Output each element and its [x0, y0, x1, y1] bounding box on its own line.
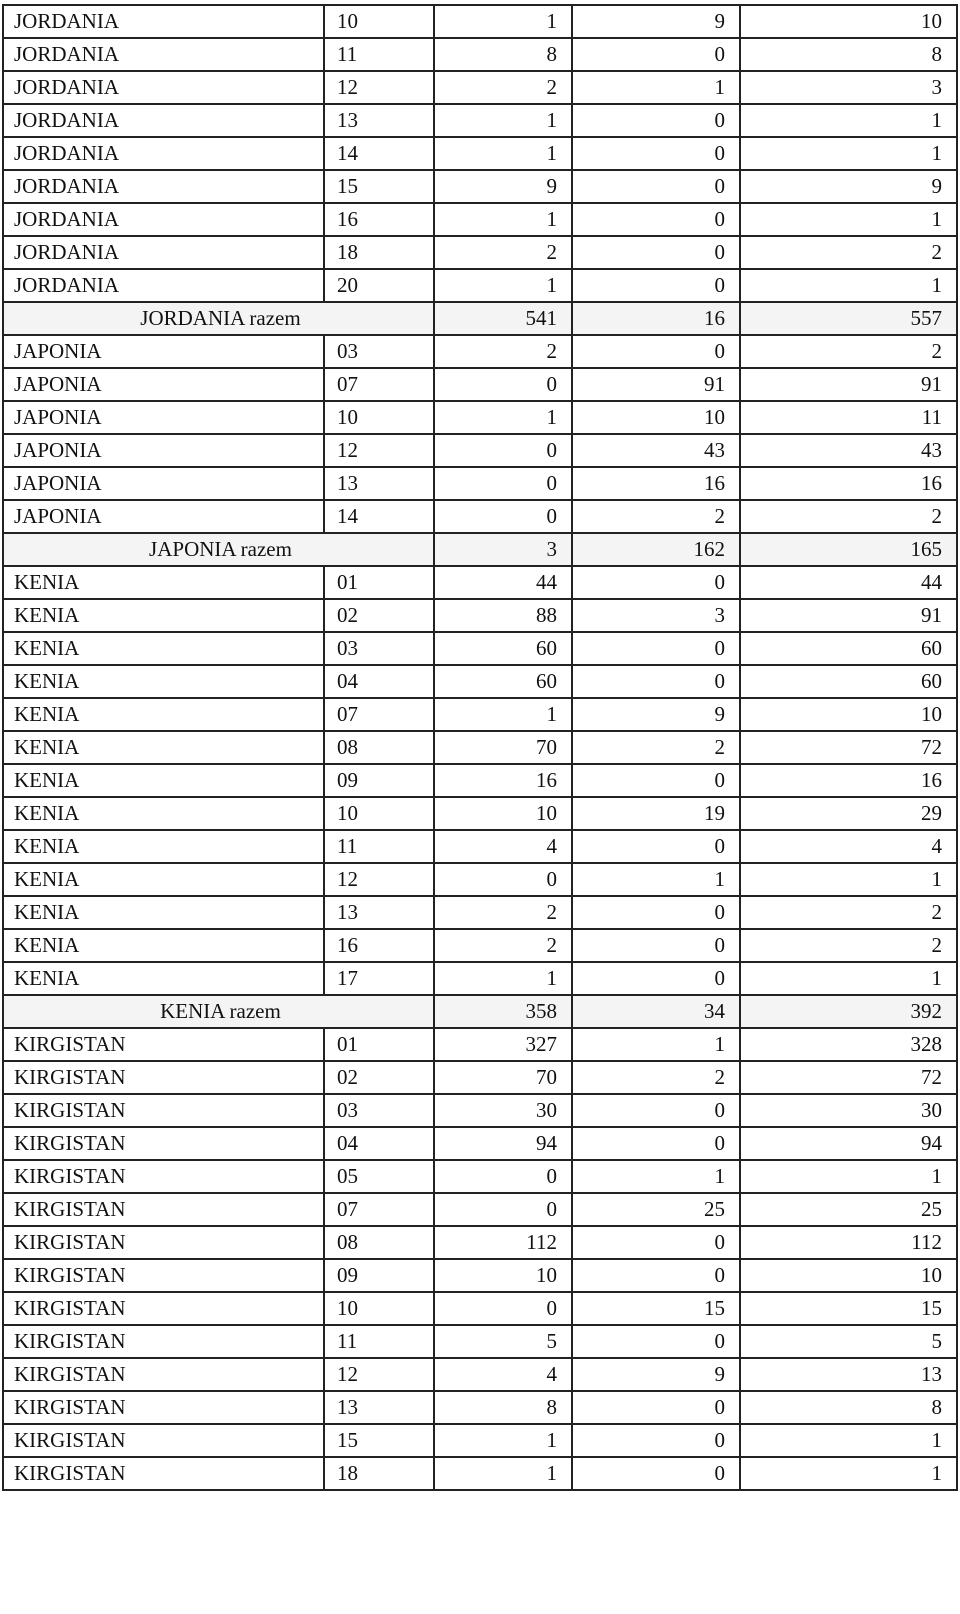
value-a-cell: 94: [434, 1127, 572, 1160]
value-a-cell: 1: [434, 962, 572, 995]
country-cell: KENIA: [3, 896, 324, 929]
table-row: [3, 929, 957, 962]
country-cell: KIRGISTAN: [3, 1391, 324, 1424]
value-b-cell: 9: [572, 1358, 740, 1391]
table-row: [3, 1061, 957, 1094]
row-total-cell: 1: [740, 962, 957, 995]
country-cell: JORDANIA: [3, 104, 324, 137]
table-row: [3, 599, 957, 632]
table-total-row: [3, 302, 957, 335]
row-total-cell: 1: [740, 203, 957, 236]
value-a-cell: 44: [434, 566, 572, 599]
value-a-cell: 0: [434, 1160, 572, 1193]
value-b-cell: 0: [572, 269, 740, 302]
row-total-cell: 165: [740, 533, 957, 566]
code-cell: 18: [324, 1457, 434, 1490]
row-total-cell: 15: [740, 1292, 957, 1325]
row-total-cell: 5: [740, 1325, 957, 1358]
country-cell: JORDANIA: [3, 71, 324, 104]
total-label-cell: JORDANIA razem: [3, 302, 434, 335]
country-cell: JAPONIA: [3, 467, 324, 500]
table-row: [3, 731, 957, 764]
statistics-table-container: [2, 4, 956, 1491]
table-row: [3, 170, 957, 203]
country-cell: KENIA: [3, 830, 324, 863]
table-row: [3, 566, 957, 599]
table-row: [3, 5, 957, 38]
row-total-cell: 2: [740, 335, 957, 368]
total-label-cell: JAPONIA razem: [3, 533, 434, 566]
row-total-cell: 11: [740, 401, 957, 434]
value-a-cell: 9: [434, 170, 572, 203]
row-total-cell: 2: [740, 500, 957, 533]
code-cell: 11: [324, 38, 434, 71]
value-b-cell: 0: [572, 764, 740, 797]
country-cell: KIRGISTAN: [3, 1160, 324, 1193]
code-cell: 09: [324, 1259, 434, 1292]
country-cell: KIRGISTAN: [3, 1424, 324, 1457]
country-cell: KIRGISTAN: [3, 1127, 324, 1160]
code-cell: 10: [324, 5, 434, 38]
row-total-cell: 25: [740, 1193, 957, 1226]
value-b-cell: 0: [572, 665, 740, 698]
value-a-cell: 4: [434, 1358, 572, 1391]
country-cell: KENIA: [3, 698, 324, 731]
country-cell: JAPONIA: [3, 500, 324, 533]
row-total-cell: 1: [740, 1457, 957, 1490]
country-cell: KENIA: [3, 962, 324, 995]
row-total-cell: 44: [740, 566, 957, 599]
country-cell: JORDANIA: [3, 137, 324, 170]
row-total-cell: 29: [740, 797, 957, 830]
country-cell: JORDANIA: [3, 38, 324, 71]
value-a-cell: 70: [434, 1061, 572, 1094]
table-row: [3, 38, 957, 71]
code-cell: 03: [324, 1094, 434, 1127]
country-cell: KIRGISTAN: [3, 1259, 324, 1292]
row-total-cell: 2: [740, 896, 957, 929]
table-row: [3, 269, 957, 302]
country-cell: KENIA: [3, 566, 324, 599]
value-b-cell: 0: [572, 335, 740, 368]
code-cell: 16: [324, 203, 434, 236]
value-b-cell: 91: [572, 368, 740, 401]
table-row: [3, 434, 957, 467]
value-a-cell: 1: [434, 1457, 572, 1490]
value-b-cell: 1: [572, 1160, 740, 1193]
code-cell: 09: [324, 764, 434, 797]
code-cell: 12: [324, 434, 434, 467]
value-b-cell: 0: [572, 170, 740, 203]
value-a-cell: 1: [434, 104, 572, 137]
value-a-cell: 88: [434, 599, 572, 632]
country-cell: KENIA: [3, 599, 324, 632]
row-total-cell: 10: [740, 1259, 957, 1292]
table-row: [3, 1160, 957, 1193]
country-cell: JORDANIA: [3, 203, 324, 236]
code-cell: 03: [324, 335, 434, 368]
row-total-cell: 10: [740, 698, 957, 731]
value-a-cell: 4: [434, 830, 572, 863]
value-b-cell: 3: [572, 599, 740, 632]
code-cell: 08: [324, 731, 434, 764]
row-total-cell: 1: [740, 1424, 957, 1457]
total-label-cell: KENIA razem: [3, 995, 434, 1028]
value-a-cell: 1: [434, 269, 572, 302]
country-cell: KENIA: [3, 797, 324, 830]
table-row: [3, 137, 957, 170]
value-b-cell: 0: [572, 203, 740, 236]
row-total-cell: 1: [740, 137, 957, 170]
table-row: [3, 1325, 957, 1358]
value-a-cell: 2: [434, 236, 572, 269]
value-a-cell: 8: [434, 1391, 572, 1424]
value-b-cell: 0: [572, 962, 740, 995]
code-cell: 02: [324, 1061, 434, 1094]
value-b-cell: 0: [572, 1391, 740, 1424]
table-row: [3, 698, 957, 731]
code-cell: 13: [324, 104, 434, 137]
row-total-cell: 72: [740, 731, 957, 764]
value-a-cell: 1: [434, 203, 572, 236]
country-cell: KIRGISTAN: [3, 1292, 324, 1325]
country-cell: KENIA: [3, 632, 324, 665]
country-cell: KIRGISTAN: [3, 1457, 324, 1490]
value-a-cell: 2: [434, 335, 572, 368]
value-b-cell: 0: [572, 1094, 740, 1127]
country-cell: JORDANIA: [3, 269, 324, 302]
table-row: [3, 962, 957, 995]
value-a-cell: 1: [434, 1424, 572, 1457]
country-cell: KIRGISTAN: [3, 1193, 324, 1226]
value-b-cell: 0: [572, 1457, 740, 1490]
value-a-cell: 2: [434, 896, 572, 929]
code-cell: 13: [324, 1391, 434, 1424]
code-cell: 01: [324, 566, 434, 599]
row-total-cell: 60: [740, 665, 957, 698]
value-a-cell: 60: [434, 665, 572, 698]
table-row: [3, 401, 957, 434]
code-cell: 15: [324, 1424, 434, 1457]
row-total-cell: 30: [740, 1094, 957, 1127]
country-cell: KENIA: [3, 929, 324, 962]
value-b-cell: 0: [572, 830, 740, 863]
table-row: [3, 632, 957, 665]
table-row: [3, 1358, 957, 1391]
row-total-cell: 60: [740, 632, 957, 665]
table-row: [3, 863, 957, 896]
code-cell: 10: [324, 797, 434, 830]
row-total-cell: 3: [740, 71, 957, 104]
table-row: [3, 104, 957, 137]
value-a-cell: 358: [434, 995, 572, 1028]
code-cell: 07: [324, 368, 434, 401]
value-a-cell: 0: [434, 467, 572, 500]
code-cell: 18: [324, 236, 434, 269]
code-cell: 01: [324, 1028, 434, 1061]
row-total-cell: 392: [740, 995, 957, 1028]
table-row: [3, 1292, 957, 1325]
code-cell: 10: [324, 401, 434, 434]
code-cell: 08: [324, 1226, 434, 1259]
code-cell: 02: [324, 599, 434, 632]
value-a-cell: 0: [434, 1193, 572, 1226]
code-cell: 16: [324, 929, 434, 962]
table-body: [3, 5, 957, 1490]
row-total-cell: 4: [740, 830, 957, 863]
row-total-cell: 557: [740, 302, 957, 335]
row-total-cell: 112: [740, 1226, 957, 1259]
code-cell: 12: [324, 1358, 434, 1391]
value-b-cell: 9: [572, 698, 740, 731]
country-cell: KIRGISTAN: [3, 1358, 324, 1391]
value-a-cell: 10: [434, 797, 572, 830]
value-a-cell: 16: [434, 764, 572, 797]
value-b-cell: 2: [572, 500, 740, 533]
value-b-cell: 34: [572, 995, 740, 1028]
code-cell: 05: [324, 1160, 434, 1193]
value-b-cell: 43: [572, 434, 740, 467]
row-total-cell: 91: [740, 368, 957, 401]
row-total-cell: 43: [740, 434, 957, 467]
code-cell: 14: [324, 137, 434, 170]
value-a-cell: 0: [434, 863, 572, 896]
row-total-cell: 2: [740, 236, 957, 269]
country-cell: JORDANIA: [3, 236, 324, 269]
value-b-cell: 1: [572, 71, 740, 104]
value-a-cell: 10: [434, 1259, 572, 1292]
row-total-cell: 13: [740, 1358, 957, 1391]
value-a-cell: 0: [434, 1292, 572, 1325]
row-total-cell: 94: [740, 1127, 957, 1160]
table-row: [3, 1391, 957, 1424]
code-cell: 10: [324, 1292, 434, 1325]
value-b-cell: 0: [572, 1259, 740, 1292]
country-cell: KENIA: [3, 731, 324, 764]
value-a-cell: 8: [434, 38, 572, 71]
value-a-cell: 2: [434, 929, 572, 962]
country-cell: JAPONIA: [3, 335, 324, 368]
value-b-cell: 0: [572, 104, 740, 137]
value-b-cell: 9: [572, 5, 740, 38]
table-row: [3, 71, 957, 104]
table-row: [3, 1094, 957, 1127]
value-a-cell: 541: [434, 302, 572, 335]
value-b-cell: 0: [572, 137, 740, 170]
value-a-cell: 2: [434, 71, 572, 104]
value-a-cell: 327: [434, 1028, 572, 1061]
value-a-cell: 3: [434, 533, 572, 566]
row-total-cell: 1: [740, 104, 957, 137]
code-cell: 17: [324, 962, 434, 995]
value-b-cell: 0: [572, 632, 740, 665]
code-cell: 13: [324, 896, 434, 929]
value-a-cell: 112: [434, 1226, 572, 1259]
value-b-cell: 0: [572, 929, 740, 962]
row-total-cell: 1: [740, 269, 957, 302]
row-total-cell: 2: [740, 929, 957, 962]
value-b-cell: 0: [572, 896, 740, 929]
code-cell: 11: [324, 1325, 434, 1358]
value-b-cell: 0: [572, 1226, 740, 1259]
value-b-cell: 0: [572, 38, 740, 71]
country-cell: JAPONIA: [3, 368, 324, 401]
country-cell: JORDANIA: [3, 5, 324, 38]
value-a-cell: 70: [434, 731, 572, 764]
value-b-cell: 16: [572, 302, 740, 335]
value-a-cell: 1: [434, 137, 572, 170]
row-total-cell: 1: [740, 1160, 957, 1193]
value-b-cell: 19: [572, 797, 740, 830]
value-b-cell: 15: [572, 1292, 740, 1325]
value-b-cell: 0: [572, 1325, 740, 1358]
value-b-cell: 0: [572, 1424, 740, 1457]
value-b-cell: 0: [572, 566, 740, 599]
country-cell: KIRGISTAN: [3, 1028, 324, 1061]
table-row: [3, 1424, 957, 1457]
country-cell: KIRGISTAN: [3, 1094, 324, 1127]
country-cell: KIRGISTAN: [3, 1325, 324, 1358]
value-a-cell: 1: [434, 698, 572, 731]
value-a-cell: 5: [434, 1325, 572, 1358]
table-row: [3, 1226, 957, 1259]
value-b-cell: 1: [572, 1028, 740, 1061]
row-total-cell: 9: [740, 170, 957, 203]
table-row: [3, 1259, 957, 1292]
value-a-cell: 30: [434, 1094, 572, 1127]
value-a-cell: 0: [434, 434, 572, 467]
value-b-cell: 25: [572, 1193, 740, 1226]
row-total-cell: 72: [740, 1061, 957, 1094]
table-total-row: [3, 533, 957, 566]
country-cell: JORDANIA: [3, 170, 324, 203]
value-b-cell: 10: [572, 401, 740, 434]
country-cell: KIRGISTAN: [3, 1226, 324, 1259]
country-cell: KENIA: [3, 764, 324, 797]
value-a-cell: 1: [434, 5, 572, 38]
code-cell: 15: [324, 170, 434, 203]
code-cell: 07: [324, 698, 434, 731]
country-cell: KENIA: [3, 863, 324, 896]
country-cell: JAPONIA: [3, 434, 324, 467]
value-a-cell: 1: [434, 401, 572, 434]
table-row: [3, 368, 957, 401]
table-row: [3, 1457, 957, 1490]
value-b-cell: 1: [572, 863, 740, 896]
code-cell: 07: [324, 1193, 434, 1226]
table-row: [3, 1028, 957, 1061]
code-cell: 12: [324, 863, 434, 896]
value-b-cell: 16: [572, 467, 740, 500]
table-row: [3, 896, 957, 929]
code-cell: 03: [324, 632, 434, 665]
row-total-cell: 1: [740, 863, 957, 896]
value-a-cell: 60: [434, 632, 572, 665]
value-a-cell: 0: [434, 368, 572, 401]
table-row: [3, 797, 957, 830]
value-b-cell: 162: [572, 533, 740, 566]
row-total-cell: 16: [740, 467, 957, 500]
row-total-cell: 8: [740, 1391, 957, 1424]
value-b-cell: 2: [572, 731, 740, 764]
row-total-cell: 16: [740, 764, 957, 797]
code-cell: 20: [324, 269, 434, 302]
value-b-cell: 0: [572, 1127, 740, 1160]
table-row: [3, 1127, 957, 1160]
table-row: [3, 236, 957, 269]
country-cell: JAPONIA: [3, 401, 324, 434]
country-cell: KENIA: [3, 665, 324, 698]
table-row: [3, 1193, 957, 1226]
table-total-row: [3, 995, 957, 1028]
row-total-cell: 10: [740, 5, 957, 38]
code-cell: 04: [324, 665, 434, 698]
value-b-cell: 0: [572, 236, 740, 269]
row-total-cell: 91: [740, 599, 957, 632]
row-total-cell: 328: [740, 1028, 957, 1061]
table-row: [3, 203, 957, 236]
value-b-cell: 2: [572, 1061, 740, 1094]
row-total-cell: 8: [740, 38, 957, 71]
table-row: [3, 665, 957, 698]
code-cell: 14: [324, 500, 434, 533]
code-cell: 12: [324, 71, 434, 104]
code-cell: 13: [324, 467, 434, 500]
table-row: [3, 500, 957, 533]
table-row: [3, 467, 957, 500]
table-row: [3, 830, 957, 863]
code-cell: 11: [324, 830, 434, 863]
code-cell: 04: [324, 1127, 434, 1160]
statistics-table: [2, 4, 958, 1491]
country-cell: KIRGISTAN: [3, 1061, 324, 1094]
table-row: [3, 335, 957, 368]
table-row: [3, 764, 957, 797]
value-a-cell: 0: [434, 500, 572, 533]
